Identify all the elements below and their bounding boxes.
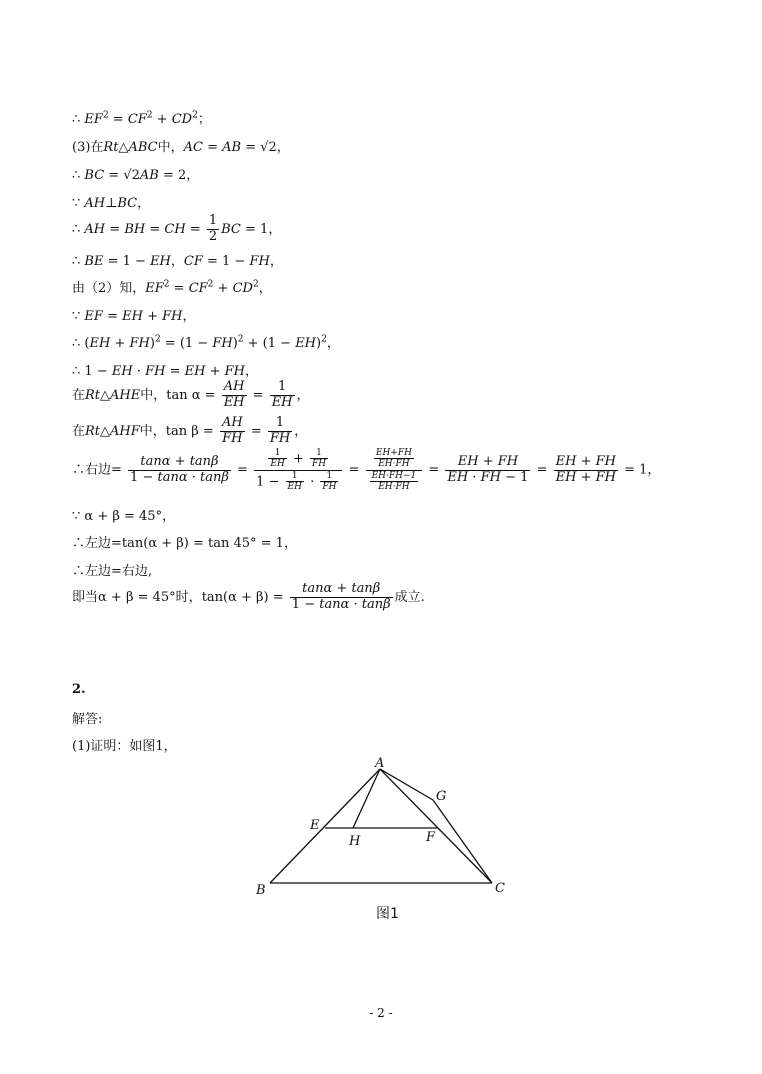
segment-gc	[433, 800, 492, 883]
point-label: A	[375, 756, 385, 771]
page-number: - 2 -	[369, 1006, 393, 1020]
point-label: G	[436, 789, 447, 804]
point-label: C	[495, 881, 505, 896]
answer-label: 解答:	[72, 712, 103, 727]
point-label: B	[256, 883, 266, 898]
line-from-2: 由（2）知，$EF^2 = CF^2 + CD^2$，	[72, 279, 272, 296]
line-ef-squared: ∴ $EF^2 = CF^2 + CD^2$；	[72, 110, 211, 127]
line-rt-abc: (3)在Rt△ABC中，AC = AB = √2，	[72, 140, 290, 155]
proof-line: (1)证明：如图1，	[72, 739, 177, 754]
line-left-side: ∴左边=tan(α + β) = tan 45° = 1，	[72, 536, 297, 551]
line-ah-perp: ∵ AH⊥BC，	[72, 196, 151, 211]
point-label: F	[426, 830, 436, 845]
segment-ab	[270, 769, 380, 883]
line-conclusion: 即当α + β = 45°时，tan(α + β) = $\frac{\tan\alpha + \tan\beta}{1 - \tan\alpha \cdot \tan\beta}$ 成立.	[72, 581, 425, 612]
line-bc: ∴ BC = √2AB = 2，	[72, 168, 200, 183]
segment-ah	[353, 769, 380, 828]
problem-number: 2.	[72, 682, 86, 697]
line-be-cf: ∴ BE = 1 − EH，CF = 1 − FH，	[72, 254, 283, 269]
point-label: H	[349, 834, 361, 849]
line-tan-beta: 在Rt△AHF中，tan β = $\frac{AH}{FH}$ = $\frac{1}{FH}$ ，	[72, 415, 308, 446]
line-alpha-beta-45: ∵ α + β = 45°，	[72, 509, 176, 524]
line-product-eq: ∴ 1 − EH · FH = EH + FH，	[72, 364, 258, 379]
segment-ac	[380, 769, 492, 883]
line-squared-eq: ∴ (EH + FH)$^2$ = (1 − FH)$^2$ + (1 − EH)$^2$，	[72, 334, 340, 351]
figure-caption: 图1	[376, 906, 399, 922]
line-tan-alpha: 在Rt△AHE中，tan α = $\frac{AH}{EH}$ = $\frac{1}{EH}$ ，	[72, 379, 310, 410]
line-right-side: ∴右边= $\frac{\tan\alpha + \tan\beta}{1 - \tan\alpha \cdot \tan\beta}$ = $\frac{1}{EH}$ + $\frac{1}{FH}$ 1 − $\frac{1}{EH}$ · $\frac{1}{FH}$ = $\frac{\frac{EH+FH}{EH\cdot FH}}{\frac{EH\cdot FH-1}{EH\cdot FH}}$ = $\frac{EH + FH}{EH \cdot FH - 1}$ = $\frac{EH + FH}{EH + FH}$ = 1，	[72, 448, 661, 493]
line-left-equals-right: ∴左边=右边,	[72, 564, 153, 579]
point-label: E	[310, 818, 320, 833]
geometry-figure	[250, 755, 520, 930]
figure-lines	[270, 769, 492, 883]
line-ef-sum: ∵ EF = EH + FH，	[72, 309, 196, 324]
line-ah-bh-ch: ∴ AH = BH = CH = $\frac{1}{2}$ BC = 1，	[72, 213, 282, 244]
